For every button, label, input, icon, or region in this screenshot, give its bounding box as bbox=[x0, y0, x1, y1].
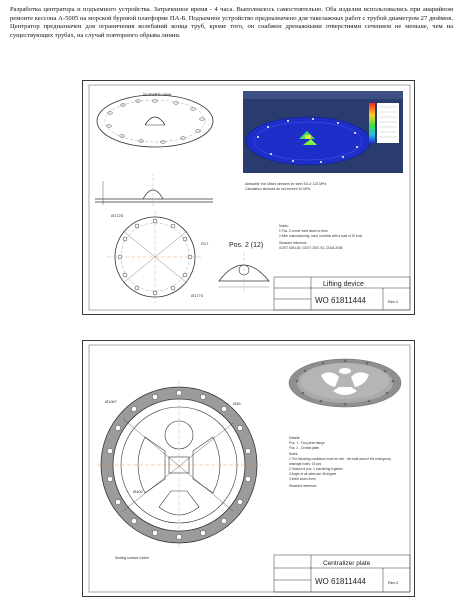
note-line: drainage holes: 15 pcs bbox=[289, 462, 322, 466]
note-line: 2 After manufacturing, carry out tests with a load of 20 tons bbox=[279, 234, 363, 238]
centralizer-plate-drawing bbox=[83, 341, 414, 596]
note-line: Pos. 1 - Two piece flange bbox=[289, 441, 325, 445]
side-view bbox=[95, 173, 213, 207]
note-line: 4 Weld seam 4mm bbox=[289, 477, 316, 481]
plan-view bbox=[107, 211, 209, 303]
dim-inner-diameter: Ø400 bbox=[133, 489, 143, 494]
dim-bolt-circle: Ø1770 bbox=[191, 293, 204, 298]
dim-outer-diameter: Ø1725 bbox=[111, 213, 124, 218]
drawing2-notes bbox=[289, 436, 391, 488]
note-line: Standard reference: bbox=[289, 484, 318, 488]
dim-radius: R17 bbox=[201, 241, 209, 246]
note-line: Notes: bbox=[289, 452, 299, 456]
fea-caption-2: Calculation stresses do not exceed 10 MPa bbox=[245, 187, 311, 191]
dim-flange-diameter: Ø1067 bbox=[105, 399, 118, 404]
note-line: 1 The following conditions must be met - the total area of the emergency bbox=[289, 457, 391, 461]
note-line: Standard reference: bbox=[279, 241, 308, 245]
dim-hole-diameter: Ø46 bbox=[233, 401, 241, 406]
note-line: GOST 5264-80, GOST 2547-93, 23118-2008 bbox=[279, 246, 343, 250]
details-heading: Details: bbox=[289, 436, 301, 440]
notes-heading: Notes: bbox=[279, 224, 289, 228]
lifting-device-drawing bbox=[83, 81, 414, 314]
isometric-view-label: isometric view bbox=[143, 92, 172, 97]
isometric-view bbox=[97, 92, 213, 147]
fea-stress-render bbox=[243, 91, 403, 191]
pos2-detail bbox=[219, 242, 269, 291]
centralizer-plan-view bbox=[97, 381, 261, 560]
centralizer-plate-drawing-sheet bbox=[82, 340, 415, 597]
drawing1-rev: Rev.1 bbox=[388, 299, 399, 304]
note-line: 3 Angle of all sides are 45 degree bbox=[289, 472, 337, 476]
drawing2-rev: Rev.1 bbox=[388, 580, 399, 585]
drawing1-notes bbox=[279, 224, 363, 250]
drawing2-number: WO 61811444 bbox=[315, 577, 366, 586]
drawing1-number: WO 61811444 bbox=[315, 296, 366, 305]
centralizer-3d-render bbox=[289, 359, 401, 407]
fea-caption-1: Allowable Von Mises stresses for steel S3-4: 120 MPa bbox=[245, 182, 327, 186]
note-line: 2 Gasket of pos. 1 machining together bbox=[289, 467, 343, 471]
note-line: 1 Pos. 2 corner weld seam is 4mm bbox=[279, 229, 328, 233]
drawing2-title: Centralizer plate bbox=[323, 560, 371, 567]
lifting-device-drawing-sheet bbox=[82, 80, 415, 315]
description-paragraph: Разработка центратора и подъемного устройства. Затраченное время - 4 часа. Выполнялось самостоятельно. Оба изделия использовались при аварийном ремонте кессона А-5005 на морской буровой платформе ПА-Б. Подъемное устройство предназначено для такелажных работ с трубой диаметром 27 дюймов. Центратор предназначен для ограничения колебаний конца труб, кроме того, он снабжен дренажными отверстиями сечением не меньше, чем на существующих трубах, на случай повторного обрыва линии. bbox=[10, 6, 453, 39]
pos2-label: Pos. 2 (12) bbox=[229, 242, 264, 249]
sealing-surface-label: Sealing surface rubber bbox=[115, 556, 150, 560]
note-line: Pos. 2 - Central plate bbox=[289, 446, 319, 450]
drawing1-title: Lifting device bbox=[323, 281, 364, 288]
